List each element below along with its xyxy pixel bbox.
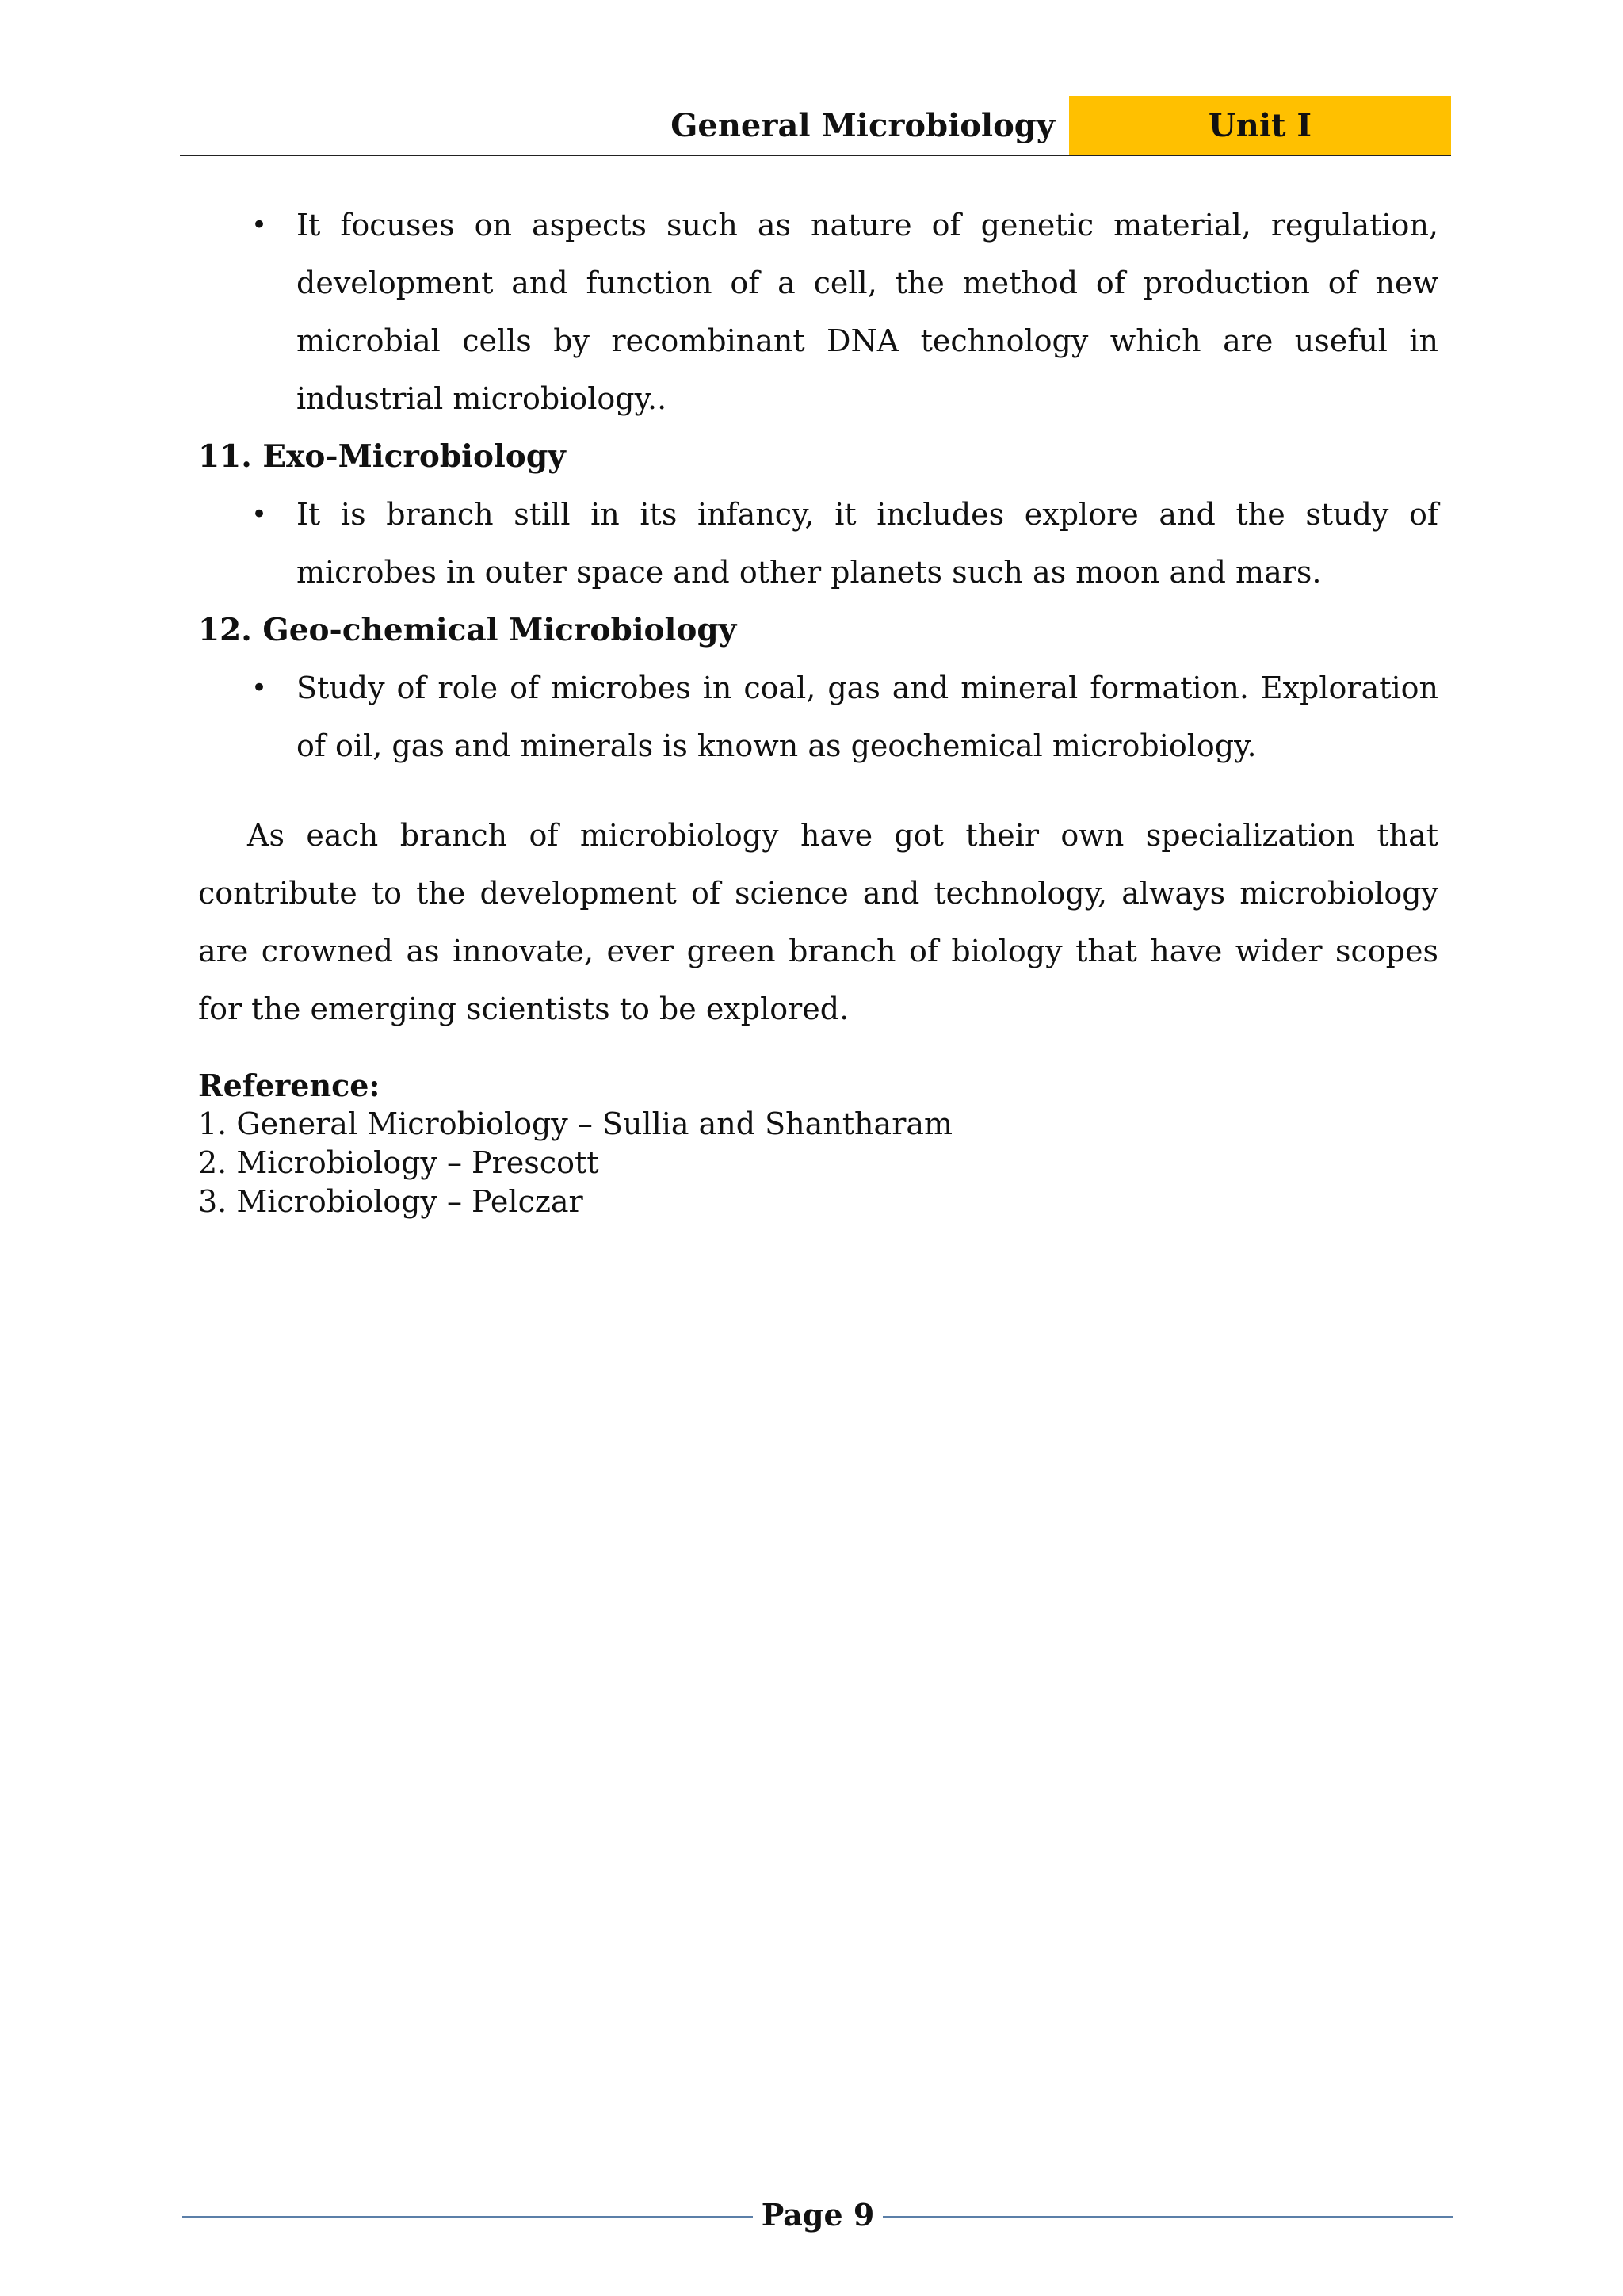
- bullet-dot-icon: •: [251, 209, 268, 241]
- bullet-dot-icon: •: [251, 499, 268, 530]
- references-section: [198, 1066, 1308, 1221]
- page-header: [180, 96, 1451, 156]
- page-number: Page 9: [761, 2197, 875, 2233]
- page-footer: [182, 2194, 1453, 2241]
- closing-paragraph: As each branch of microbiology have got their own specialization that contribute to the development of science and technology, always microbiology are crowned as innovate, ever green branch of biology that have wider scopes for the emerging scientists to be explored.: [198, 818, 1438, 1026]
- reference-item: 1. General Microbiology – Sullia and Shantharam: [198, 1106, 953, 1141]
- bullet-text: It focuses on aspects such as nature of genetic material, regulation, development and function of a cell, the method of production of new microbial cells by recombinant DNA technology which are useful in industrial microbiology..: [296, 208, 1438, 416]
- header-title: General Microbiology: [670, 107, 1055, 144]
- unit-badge: Unit I: [1069, 96, 1451, 155]
- footer-rule-right: [883, 2216, 1453, 2218]
- bullet-text: Study of role of microbes in coal, gas and mineral formation. Exploration of oil, gas and minerals is known as geochemical microbiology.: [296, 670, 1438, 763]
- bullet-dot-icon: •: [251, 672, 268, 704]
- references-title: Reference:: [198, 1068, 380, 1103]
- section-heading-geo-chemical-microbiology: 12. Geo-chemical Microbiology: [198, 612, 737, 648]
- bullet-text: It is branch still in its infancy, it includes explore and the study of microbes in outer space and other planets such as moon and mars.: [296, 497, 1438, 590]
- reference-item: 2. Microbiology – Prescott: [198, 1145, 599, 1180]
- bullet-item: [198, 197, 1438, 428]
- reference-item: 3. Microbiology – Pelczar: [198, 1184, 583, 1219]
- main-content: [198, 197, 1438, 1068]
- bullet-item: [198, 486, 1438, 602]
- header-rule: [180, 155, 1451, 156]
- section-heading-exo-microbiology: 11. Exo-Microbiology: [198, 438, 566, 475]
- bullet-item: [198, 659, 1438, 775]
